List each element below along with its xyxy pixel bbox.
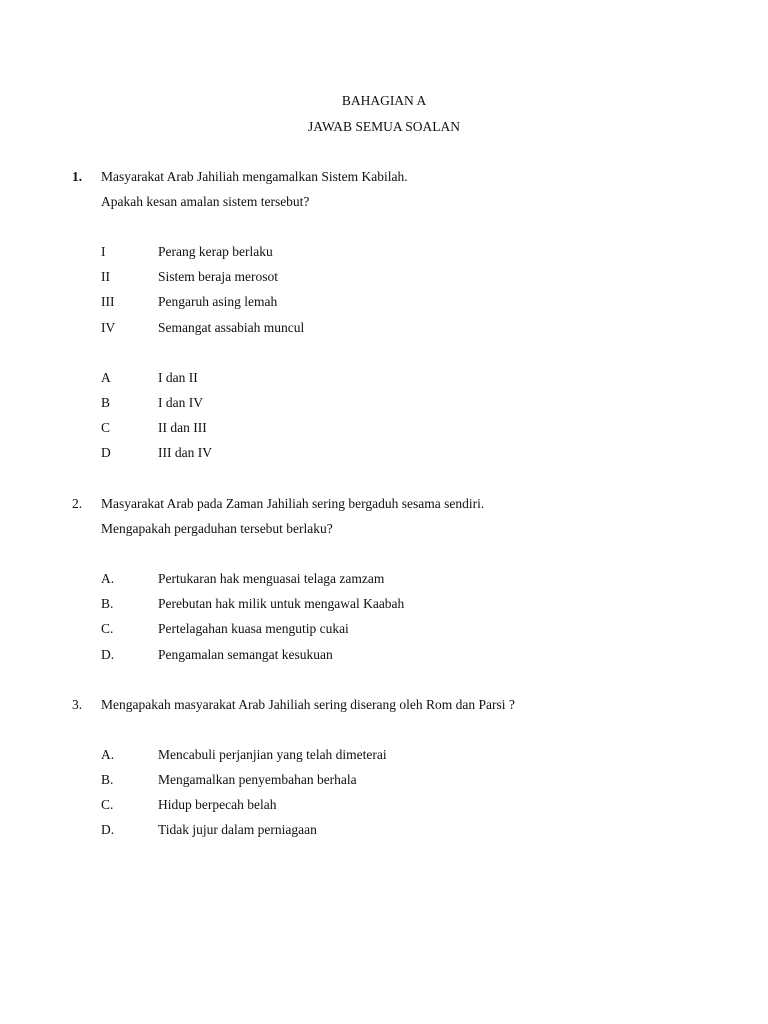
statement-text: Perang kerap berlaku xyxy=(158,244,273,259)
section-title: BAHAGIAN A xyxy=(341,93,427,108)
question-text: Masyarakat Arab pada Zaman Jahiliah sering bergaduh sesama sendiri. xyxy=(101,496,485,511)
question-text: Apakah kesan amalan sistem tersebut? xyxy=(101,194,310,209)
option-label: C. xyxy=(101,621,114,636)
question-text: Mengapakah pergaduhan tersebut berlaku? xyxy=(101,521,333,536)
statement-label: II xyxy=(101,269,110,284)
option-label: B xyxy=(101,395,111,410)
question-number: 2. xyxy=(72,496,83,511)
statement-label: I xyxy=(101,244,106,259)
option-label: D xyxy=(101,445,111,460)
option-label: D. xyxy=(101,822,115,837)
statement-text: Sistem beraja merosot xyxy=(158,269,278,284)
option-text: Perebutan hak milik untuk mengawal Kaabah xyxy=(158,596,405,611)
section-instruction: JAWAB SEMUA SOALAN xyxy=(308,119,460,134)
question-text: Masyarakat Arab Jahiliah mengamalkan Sistem Kabilah. xyxy=(101,169,408,184)
option-text: Tidak jujur dalam perniagaan xyxy=(158,822,317,837)
option-text: Hidup berpecah belah xyxy=(158,797,277,812)
option-label: C xyxy=(101,420,111,435)
option-text: III dan IV xyxy=(158,445,212,460)
option-label: B. xyxy=(101,596,114,611)
statement-label: IV xyxy=(101,320,116,335)
option-label: A. xyxy=(101,571,115,586)
option-label: B. xyxy=(101,772,114,787)
option-text: II dan III xyxy=(158,420,207,435)
statement-text: Pengaruh asing lemah xyxy=(158,294,278,309)
option-label: C. xyxy=(101,797,114,812)
question-number: 3. xyxy=(72,697,83,712)
option-text: Pengamalan semangat kesukuan xyxy=(158,647,333,662)
option-text: Mencabuli perjanjian yang telah dimeterai xyxy=(158,747,387,762)
option-label: D. xyxy=(101,647,115,662)
option-text: Mengamalkan penyembahan berhala xyxy=(158,772,357,787)
option-label: A xyxy=(101,370,111,385)
question-text: Mengapakah masyarakat Arab Jahiliah sering diserang oleh Rom dan Parsi ? xyxy=(101,697,515,712)
question-number: 1. xyxy=(72,169,83,184)
option-text: I dan II xyxy=(158,370,198,385)
statement-text: Semangat assabiah muncul xyxy=(158,320,305,335)
option-text: I dan IV xyxy=(158,395,203,410)
option-label: A. xyxy=(101,747,115,762)
option-text: Pertelagahan kuasa mengutip cukai xyxy=(158,621,349,636)
statement-label: III xyxy=(101,294,115,309)
option-text: Pertukaran hak menguasai telaga zamzam xyxy=(158,571,385,586)
